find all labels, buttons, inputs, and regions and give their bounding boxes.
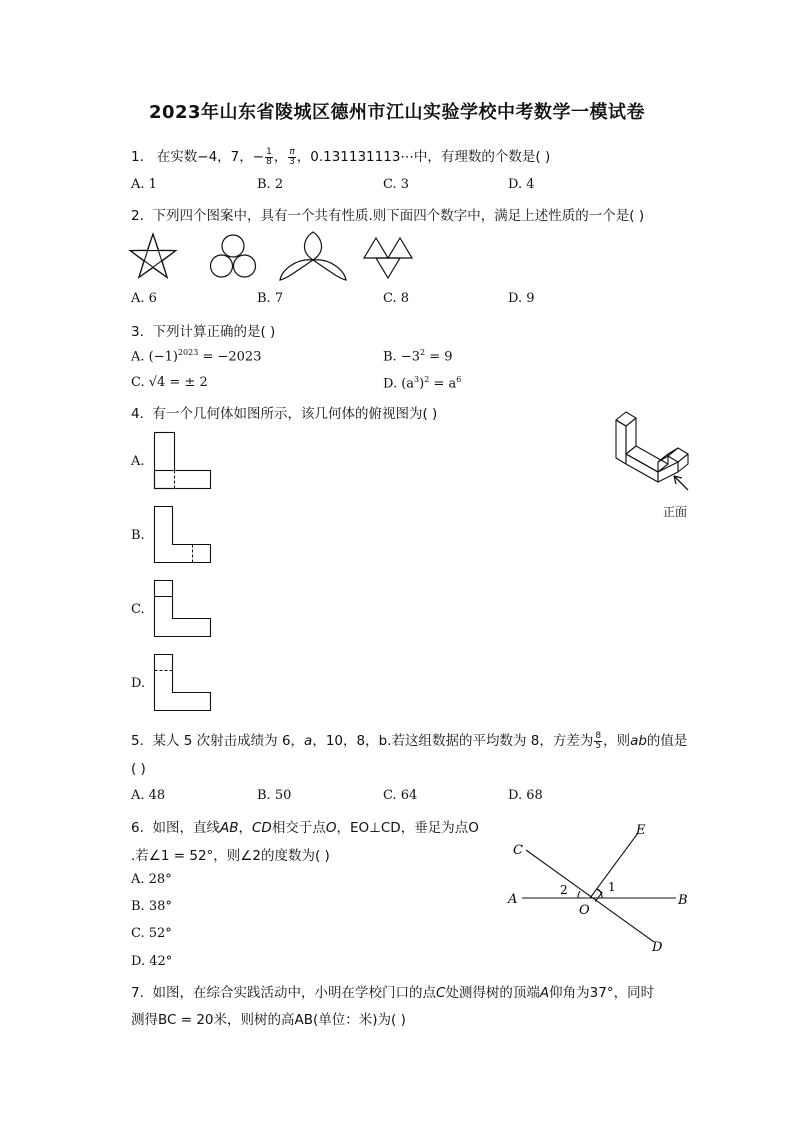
minus-sign: − (252, 149, 265, 165)
question-number: 6. (131, 820, 144, 836)
three-petal-pattern (280, 232, 346, 280)
q5-option-d[interactable]: D. 68 (508, 788, 543, 803)
question-number: 5. (131, 733, 144, 749)
q6-angle-figure (500, 818, 700, 958)
question-text-end: ，EO⊥CD，垂足为点O (336, 820, 479, 836)
q4-option-b-figure (152, 504, 214, 566)
question-5-line-2: ( ) (131, 761, 146, 777)
q4-solid-figure (612, 408, 696, 496)
point-d-label: D (652, 940, 663, 955)
front-view-label: 正面 (663, 505, 688, 519)
question-number: 1. (131, 149, 144, 165)
q3-option-a[interactable]: A. $(-1)^{2023} = -2023$ (131, 348, 262, 365)
fraction-pi-third: $\frac{\pi}{3}$ (289, 146, 295, 167)
question-number: 7. (131, 985, 144, 1001)
q1-option-b[interactable]: B. 2 (257, 177, 284, 192)
q4-option-c[interactable]: C. (131, 602, 145, 617)
arrow-icon (674, 476, 688, 490)
line-cd (526, 850, 654, 942)
question-number: 3. (131, 324, 144, 340)
triangles-pattern (364, 238, 412, 278)
q4-option-a[interactable]: A. (131, 454, 145, 469)
page-title: 2023年山东省陵城区德州市江山实验学校中考数学一模试卷 (148, 102, 646, 123)
point-b-label: B (678, 893, 688, 908)
question-7 (131, 981, 654, 1001)
question-text: 下列计算正确的是( ) (152, 324, 276, 340)
question-text: 有一个几何体如图所示，该几何体的俯视图为( ) (152, 406, 438, 422)
q3-option-d[interactable]: D. $(a^3)^2 = a^6$ (383, 375, 462, 392)
question-5 (131, 729, 687, 751)
q4-option-a-figure (152, 430, 214, 492)
q5-option-a[interactable]: A. 48 (131, 788, 166, 803)
three-circles-pattern (211, 235, 256, 277)
question-4 (131, 402, 437, 422)
point-a: A (539, 985, 550, 1001)
q1-option-a[interactable]: A. 1 (131, 177, 157, 192)
separator: ， (238, 820, 252, 836)
q2-option-c[interactable]: C. 8 (383, 291, 410, 306)
var-a: a (304, 733, 313, 749)
point-o-label: O (579, 903, 590, 918)
q6-option-b[interactable]: B. 38° (131, 899, 172, 914)
question-number: 4. (131, 406, 144, 422)
q2-patterns-figure (128, 230, 418, 286)
question-1 (131, 145, 550, 167)
question-text: 如图，在综合实践活动中，小明在学校门口的点 (152, 985, 436, 1001)
question-text: 如图，直线 (152, 820, 220, 836)
star-inner-lines (130, 234, 176, 277)
question-6-line-2: .若∠1 = 52°，则∠2的度数为( ) (131, 848, 330, 864)
fraction-one-eighth: $\frac{1}{8}$ (266, 146, 272, 167)
q4-option-d[interactable]: D. (131, 676, 146, 691)
q2-option-b[interactable]: B. 7 (257, 291, 284, 306)
q4-option-b[interactable]: B. (131, 528, 145, 543)
line-cd: CD (251, 820, 272, 836)
angle-2-arc (578, 891, 580, 898)
question-number: 2. (131, 208, 144, 224)
question-text-mid: ，10，8，b.若这组数据的平均数为 8，方差为 (312, 733, 594, 749)
question-text: 在实数−4，7， (156, 149, 253, 165)
q4-option-c-figure (152, 578, 214, 640)
point-c-label: C (513, 843, 523, 858)
question-text-mid: 处测得树的顶端 (445, 985, 540, 1001)
fraction-eight-fifths: $\frac{8}{5}$ (595, 730, 602, 751)
q5-option-c[interactable]: C. 64 (383, 788, 418, 803)
question-text-end: ，0.131131113⋯中，有理数的个数是( ) (296, 149, 551, 165)
line-ab: AB (219, 820, 239, 836)
question-text-end: 的值是 (646, 733, 688, 749)
q4-option-d-figure (152, 652, 214, 714)
angle-2-label: 2 (560, 883, 568, 897)
angle-1-label: 1 (608, 880, 616, 894)
question-3 (131, 320, 275, 340)
question-text: 某人 5 次射击成绩为 6， (152, 733, 305, 749)
question-2 (131, 204, 644, 224)
q2-option-a[interactable]: A. 6 (131, 291, 157, 306)
question-text-end: 仰角为37°，同时 (549, 985, 655, 1001)
right-angle-mark (595, 889, 602, 902)
q6-option-c[interactable]: C. 52° (131, 926, 172, 941)
q5-option-b[interactable]: B. 50 (257, 788, 292, 803)
separator: ， (273, 149, 288, 165)
question-6 (131, 816, 479, 836)
q3-option-c[interactable]: C. √4 = ± 2 (131, 375, 208, 390)
q3-option-b[interactable]: B. $-3^2 = 9$ (383, 348, 453, 365)
q6-option-d[interactable]: D. 42° (131, 954, 173, 969)
point-o: O (325, 820, 337, 836)
question-text-then: ，则 (603, 733, 631, 749)
q1-option-d[interactable]: D. 4 (508, 177, 535, 192)
question-7-line-2: 测得BC = 20米，则树的高AB(单位：米)为( ) (131, 1012, 406, 1028)
q2-option-d[interactable]: D. 9 (508, 291, 535, 306)
point-e-label: E (636, 823, 646, 838)
var-ab: ab (630, 733, 647, 749)
question-text-mid: 相交于点 (271, 820, 326, 836)
question-text: 下列四个图案中，具有一个共有性质.则下面四个数字中，满足上述性质的一个是( ) (152, 208, 645, 224)
q1-option-c[interactable]: C. 3 (383, 177, 410, 192)
point-a-label: A (508, 892, 518, 907)
point-c: C (435, 985, 446, 1001)
q6-option-a[interactable]: A. 28° (131, 872, 172, 887)
